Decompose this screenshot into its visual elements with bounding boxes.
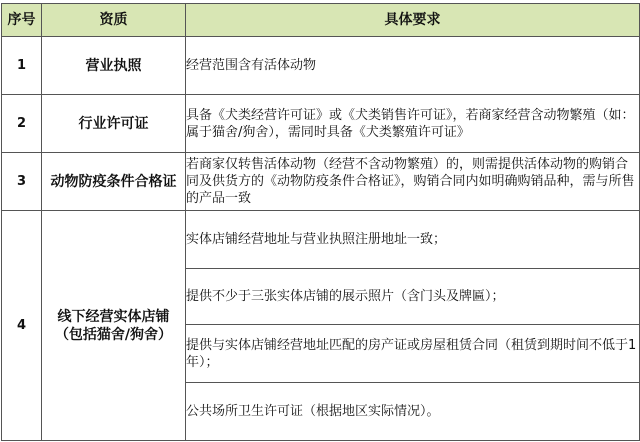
row-qualification: 动物防疫条件合格证 xyxy=(42,153,186,211)
header-qualification: 资质 xyxy=(42,4,186,37)
row-index: 3 xyxy=(2,153,42,211)
row-requirement: 实体店铺经营地址与营业执照注册地址一致； xyxy=(186,211,640,269)
table-row xyxy=(2,153,640,211)
requirements-table xyxy=(1,3,640,441)
row-requirement: 公共场所卫生许可证（根据地区实际情况）。 xyxy=(186,383,640,441)
qualification-line-1: 线下经营实体店铺 xyxy=(57,308,170,325)
row-qualification: 营业执照 xyxy=(42,37,186,95)
row-requirement: 经营范围含有活体动物 xyxy=(186,37,640,95)
table-row xyxy=(2,37,640,95)
row-index: 1 xyxy=(2,37,42,95)
row-requirement: 提供不少于三张实体店铺的展示照片（含门头及牌匾）； xyxy=(186,269,640,325)
table-row xyxy=(2,95,640,153)
header-requirement: 具体要求 xyxy=(186,4,640,37)
header-index: 序号 xyxy=(2,4,42,37)
row-qualification: 行业许可证 xyxy=(42,95,186,153)
row-index: 2 xyxy=(2,95,42,153)
row-requirement: 提供与实体店铺经营地址匹配的房产证或房屋租赁合同（租赁到期时间不低于1年）； xyxy=(186,325,640,383)
row-requirement: 具备《犬类经营许可证》或《犬类销售许可证》，若商家经营含动物繁殖（如：属于猫舍/狗舍），需同时具备《犬类繁殖许可证》 xyxy=(186,95,640,153)
qualification-line-2: （包括猫舍/狗舍） xyxy=(54,326,173,343)
header-row xyxy=(2,4,640,37)
row-requirement: 若商家仅转售活体动物（经营不含动物繁殖）的，则需提供活体动物的购销合同及供货方的《动物防疫条件合格证》，购销合同内如明确购销品种，需与所售的产品一致 xyxy=(186,153,640,211)
table-row xyxy=(2,211,640,269)
row-qualification xyxy=(42,211,186,441)
row-index: 4 xyxy=(2,211,42,441)
